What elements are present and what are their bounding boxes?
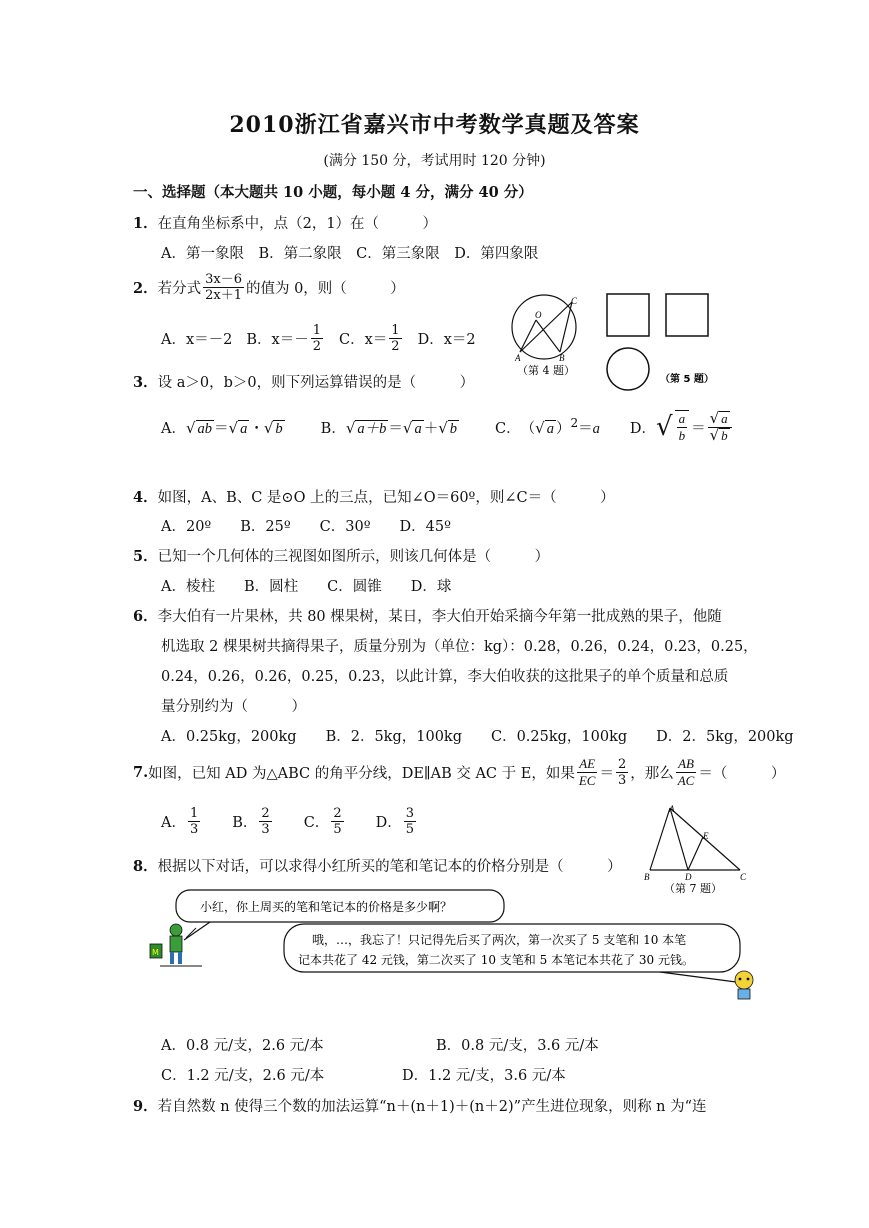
svg-text:M: M (152, 948, 159, 957)
question-4 (133, 486, 615, 507)
option-b: B．x＝－ (246, 332, 309, 348)
segment-ao (520, 320, 536, 352)
question-number: 2． (133, 280, 158, 297)
question-stem: 如图，A、B、C 是⊙O 上的三点，已知∠O＝60º，则∠C＝（ ） (157, 490, 615, 506)
fraction-numerator: 3x－6 (205, 272, 242, 287)
question-6-line: 机选取 2 棵果树共摘得果子，质量分别为（单位：kg）：0.28，0.26，0.24，0.23，0.25， (161, 639, 758, 655)
fraction (311, 323, 323, 354)
question-stem-line: 李大伯有一片果林，共 80 棵果树，某日，李大伯开始采摘今年第一批成熟的果子，他随 (157, 609, 722, 625)
girl-character-icon (735, 971, 753, 999)
label-e: E (703, 831, 709, 841)
option-d-expression: √ $\frac{a}{b}$ ＝ $\frac{√ a}{√ b}$ (656, 410, 734, 444)
option-a-label: A． (161, 420, 186, 437)
question-6-options: A．0.25kg，200kg B．2．5kg，100kg C．0.25kg，100kg D．2．5kg，200kg (161, 729, 794, 745)
label-c: C (740, 872, 747, 882)
question-4-options: A．20º B．25º C．30º D．45º (161, 519, 451, 535)
dialogue-figure (140, 884, 760, 1008)
question-number: 4． (133, 489, 158, 506)
question-stem: 已知一个几何体的三视图如图所示，则该几何体是（ ） (157, 549, 550, 565)
question-1 (133, 212, 437, 233)
question-stem-pre: 如图，已知 AD 为△ABC 的角平分线，DE∥AB 交 AC 于 E，如果 (148, 766, 575, 782)
fraction-numerator: 3 (405, 806, 415, 821)
figure-caption: （第 5 题） (660, 374, 714, 385)
question-number: 3． (133, 374, 158, 391)
fraction-denominator: 2 (312, 339, 321, 354)
question-3-options (161, 410, 734, 444)
question-stem: 设 a＞0，b＞0，则下列运算错误的是（ ） (157, 375, 475, 391)
segment-ad (670, 808, 688, 870)
question-stem: 在直角坐标系中，点（2，1）在（ ） (157, 216, 438, 232)
fraction-numerator: 1 (189, 806, 199, 821)
question-8 (133, 855, 622, 876)
question-6-line: 0.24，0.26，0.26，0.25，0.23，以此计算，李大伯收获的这批果子的单个质量和总质 (161, 669, 729, 685)
question-2 (133, 272, 405, 303)
question-6-line: 量分别约为（ ） (161, 699, 306, 715)
figure-q5 (600, 286, 720, 396)
fraction-denominator: 2 (391, 339, 400, 354)
top-view (607, 348, 649, 390)
question-number: 6． (133, 608, 158, 625)
question-number: 9． (133, 1098, 158, 1115)
label-c: C (571, 296, 578, 306)
fraction-numerator: 2 (261, 806, 270, 821)
fraction (676, 756, 697, 789)
question-7-options (161, 806, 418, 837)
bubble-tail (660, 972, 736, 982)
question-stem: 根据以下对话，可以求得小红所买的笔和笔记本的价格分别是（ ） (157, 859, 622, 875)
fraction-denominator: AC (677, 773, 695, 788)
question-9 (133, 1095, 707, 1116)
side-view (666, 294, 708, 336)
fraction (577, 756, 598, 789)
question-6 (133, 605, 722, 626)
question-number: 7. (133, 764, 149, 781)
fraction-numerator: 2 (617, 757, 627, 772)
question-stem: 若自然数 n 使得三个数的加法运算“n＋(n＋1)＋(n＋2)”产生进位现象，则称 n 为“连 (157, 1099, 707, 1115)
question-number: 8． (133, 858, 158, 875)
fraction-denominator: EC (578, 773, 596, 788)
figure-q7 (640, 802, 752, 894)
fraction (203, 272, 244, 303)
label-d: D (685, 872, 692, 882)
fraction-numerator: 1 (391, 323, 400, 338)
segment-ac (520, 302, 572, 352)
segment-de (688, 837, 703, 870)
fraction-denominator: 3 (617, 773, 627, 788)
bubble-tail (184, 922, 210, 940)
fraction (616, 757, 628, 788)
option-d: D．x＝2 (417, 332, 476, 348)
option-b-label: B． (320, 420, 346, 437)
option-d-label: D． (375, 815, 402, 831)
question-stem-post: ＝（ ） (698, 766, 786, 782)
bubble-2-text-line1: 哦，…，我忘了！只记得先后买了两次，第一次买了 5 支笔和 10 本笔 (312, 933, 687, 947)
fraction (404, 806, 416, 837)
fraction (188, 806, 200, 837)
option-c-expression: （√ a ）$^2$＝a (520, 416, 600, 437)
option-d: D．1.2 元/支，3.6 元/本 (402, 1068, 566, 1084)
fraction (331, 806, 343, 837)
label-o: O (535, 310, 542, 320)
option-c: C．x＝ (339, 332, 388, 348)
figure-q4 (505, 290, 585, 380)
question-2-options (161, 323, 476, 354)
question-5-options: A．棱柱 B．圆柱 C．圆锥 D．球 (161, 579, 452, 595)
question-number: 1． (133, 215, 158, 232)
fraction-numerator: AE (579, 756, 596, 771)
label-a: A (669, 804, 675, 814)
segment-ab (650, 808, 670, 870)
question-7 (133, 756, 785, 789)
fraction-numerator: 1 (312, 323, 321, 338)
page-title: 2010浙江省嘉兴市中考数学真题及答案 (229, 112, 640, 138)
option-a: A．x＝－2 (161, 332, 233, 348)
figure-caption: （第 7 题） (664, 882, 722, 894)
option-c-label: C． (495, 420, 521, 437)
fraction-denominator: 3 (189, 822, 199, 837)
question-number: 5． (133, 548, 158, 565)
option-a-expression: √ ab ＝√ a ・√ b (185, 418, 283, 437)
question-stem-mid: ，那么 (630, 766, 674, 782)
fraction (389, 323, 401, 354)
front-view (607, 294, 649, 336)
label-b: B (644, 872, 650, 882)
bubble-2-text-line2: 记本共花了 42 元钱，第二次买了 10 支笔和 5 本笔记本共花了 30 元钱。 (298, 953, 694, 967)
option-b-expression: √ a＋b ＝√ a ＋√ b (345, 418, 458, 437)
option-d-label: D． (629, 420, 657, 437)
boy-character-icon (150, 924, 202, 966)
fraction-denominator: 5 (333, 822, 342, 837)
bubble-1-text: 小红，你上周买的笔和笔记本的价格是多少啊？ (200, 900, 453, 914)
fraction-numerator: AB (678, 756, 694, 771)
option-c: C．1.2 元/支，2.6 元/本 (161, 1068, 325, 1084)
option-a: A．0.8 元/支，2.6 元/本 (161, 1038, 324, 1054)
fraction-denominator: 3 (261, 822, 270, 837)
question-stem-pre: 若分式 (157, 281, 202, 297)
option-b: B．0.8 元/支，3.6 元/本 (436, 1038, 599, 1054)
question-stem-post: 的值为 0，则（ ） (245, 281, 405, 297)
fraction (259, 806, 271, 837)
fraction-denominator: 5 (405, 822, 415, 837)
option-a-label: A． (161, 815, 186, 831)
page-subtitle: (满分 150 分，考试用时 120 分钟) (323, 153, 546, 169)
fraction-numerator: 2 (333, 806, 342, 821)
question-5 (133, 545, 549, 566)
equals-sign: ＝ (599, 766, 614, 782)
question-1-options: A．第一象限 B．第二象限 C．第三象限 D．第四象限 (161, 246, 539, 262)
figure-caption: （第 4 题） (517, 364, 575, 377)
label-b: B (559, 353, 565, 363)
label-a: A (515, 353, 521, 363)
option-c-label: C． (303, 815, 330, 831)
fraction-denominator: 2x＋1 (205, 288, 242, 303)
question-3 (133, 371, 474, 392)
option-b-label: B． (232, 815, 258, 831)
section-heading: 一、选择题（本大题共 10 小题，每小题 4 分，满分 40 分） (133, 184, 533, 201)
